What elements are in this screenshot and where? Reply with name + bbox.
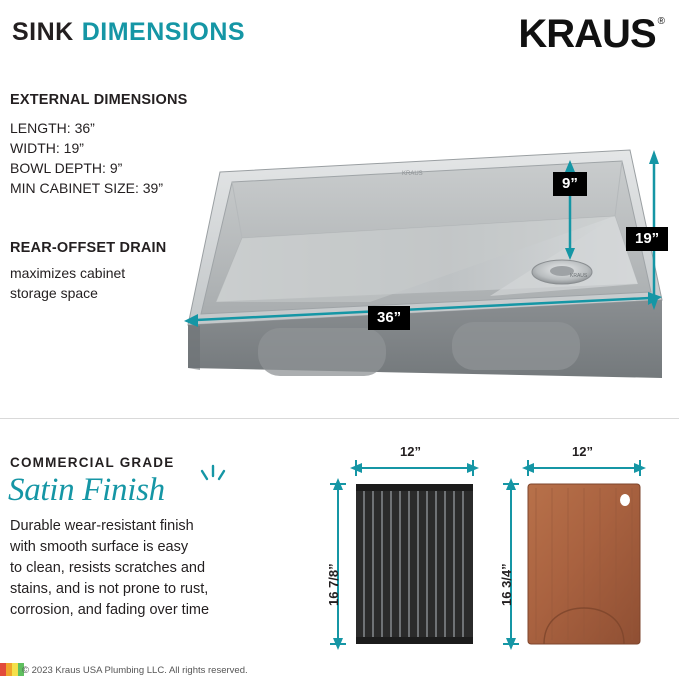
- title-word-sink: SINK: [12, 18, 74, 46]
- brand-name: KRAUS: [518, 12, 656, 56]
- external-dimensions-list: [10, 118, 163, 198]
- list-item: LENGTH: 36”: [10, 120, 95, 136]
- list-item: MIN CABINET SIZE: 39”: [10, 180, 163, 196]
- page-title: [12, 18, 245, 47]
- body-line: to clean, resists scratches and: [10, 560, 206, 576]
- commercial-grade-eyebrow: COMMERCIAL GRADE: [10, 455, 175, 470]
- rack-height-label: 16 7/8”: [326, 563, 341, 606]
- satin-finish-title: Satin Finish: [8, 472, 165, 508]
- list-item: WIDTH: 19”: [10, 140, 84, 156]
- body-line: maximizes cabinet: [10, 265, 126, 281]
- body-line: corrosion, and fading over time: [10, 602, 210, 618]
- brand-logo: [518, 12, 665, 57]
- section-divider: [0, 418, 679, 419]
- accessory-drawings: [300, 438, 679, 658]
- board-width-label: 12”: [572, 444, 593, 459]
- callout-width: 19”: [626, 227, 668, 251]
- footer-copyright: © 2023 Kraus USA Plumbing LLC. All rights reserved.: [22, 665, 248, 676]
- registered-trademark-icon: ®: [657, 16, 665, 27]
- body-line: Durable wear-resistant finish: [10, 518, 194, 534]
- external-dimensions-heading: EXTERNAL DIMENSIONS: [10, 92, 188, 108]
- footer-color-swatches: [0, 663, 24, 676]
- sink-drawing: [170, 120, 670, 410]
- svg-text:KRAUS: KRAUS: [570, 273, 588, 279]
- callout-bowl-depth: 9”: [553, 172, 587, 196]
- sparkle-icon: [196, 462, 230, 496]
- list-item: BOWL DEPTH: 9”: [10, 160, 123, 176]
- callout-length: 36”: [368, 306, 410, 330]
- satin-finish-body: [10, 516, 209, 621]
- sink-illustration: [170, 120, 670, 410]
- body-line: stains, and is not prone to rust,: [10, 581, 209, 597]
- svg-text:KRAUS: KRAUS: [402, 171, 423, 177]
- rear-offset-body: [10, 263, 125, 303]
- body-line: storage space: [10, 285, 98, 301]
- board-height-label: 16 3/4”: [499, 563, 514, 606]
- accessory-diagrams: [300, 438, 679, 658]
- rack-width-label: 12”: [400, 444, 421, 459]
- rear-offset-heading: REAR-OFFSET DRAIN: [10, 240, 167, 256]
- title-word-dimensions: DIMENSIONS: [81, 18, 246, 46]
- body-line: with smooth surface is easy: [10, 539, 189, 555]
